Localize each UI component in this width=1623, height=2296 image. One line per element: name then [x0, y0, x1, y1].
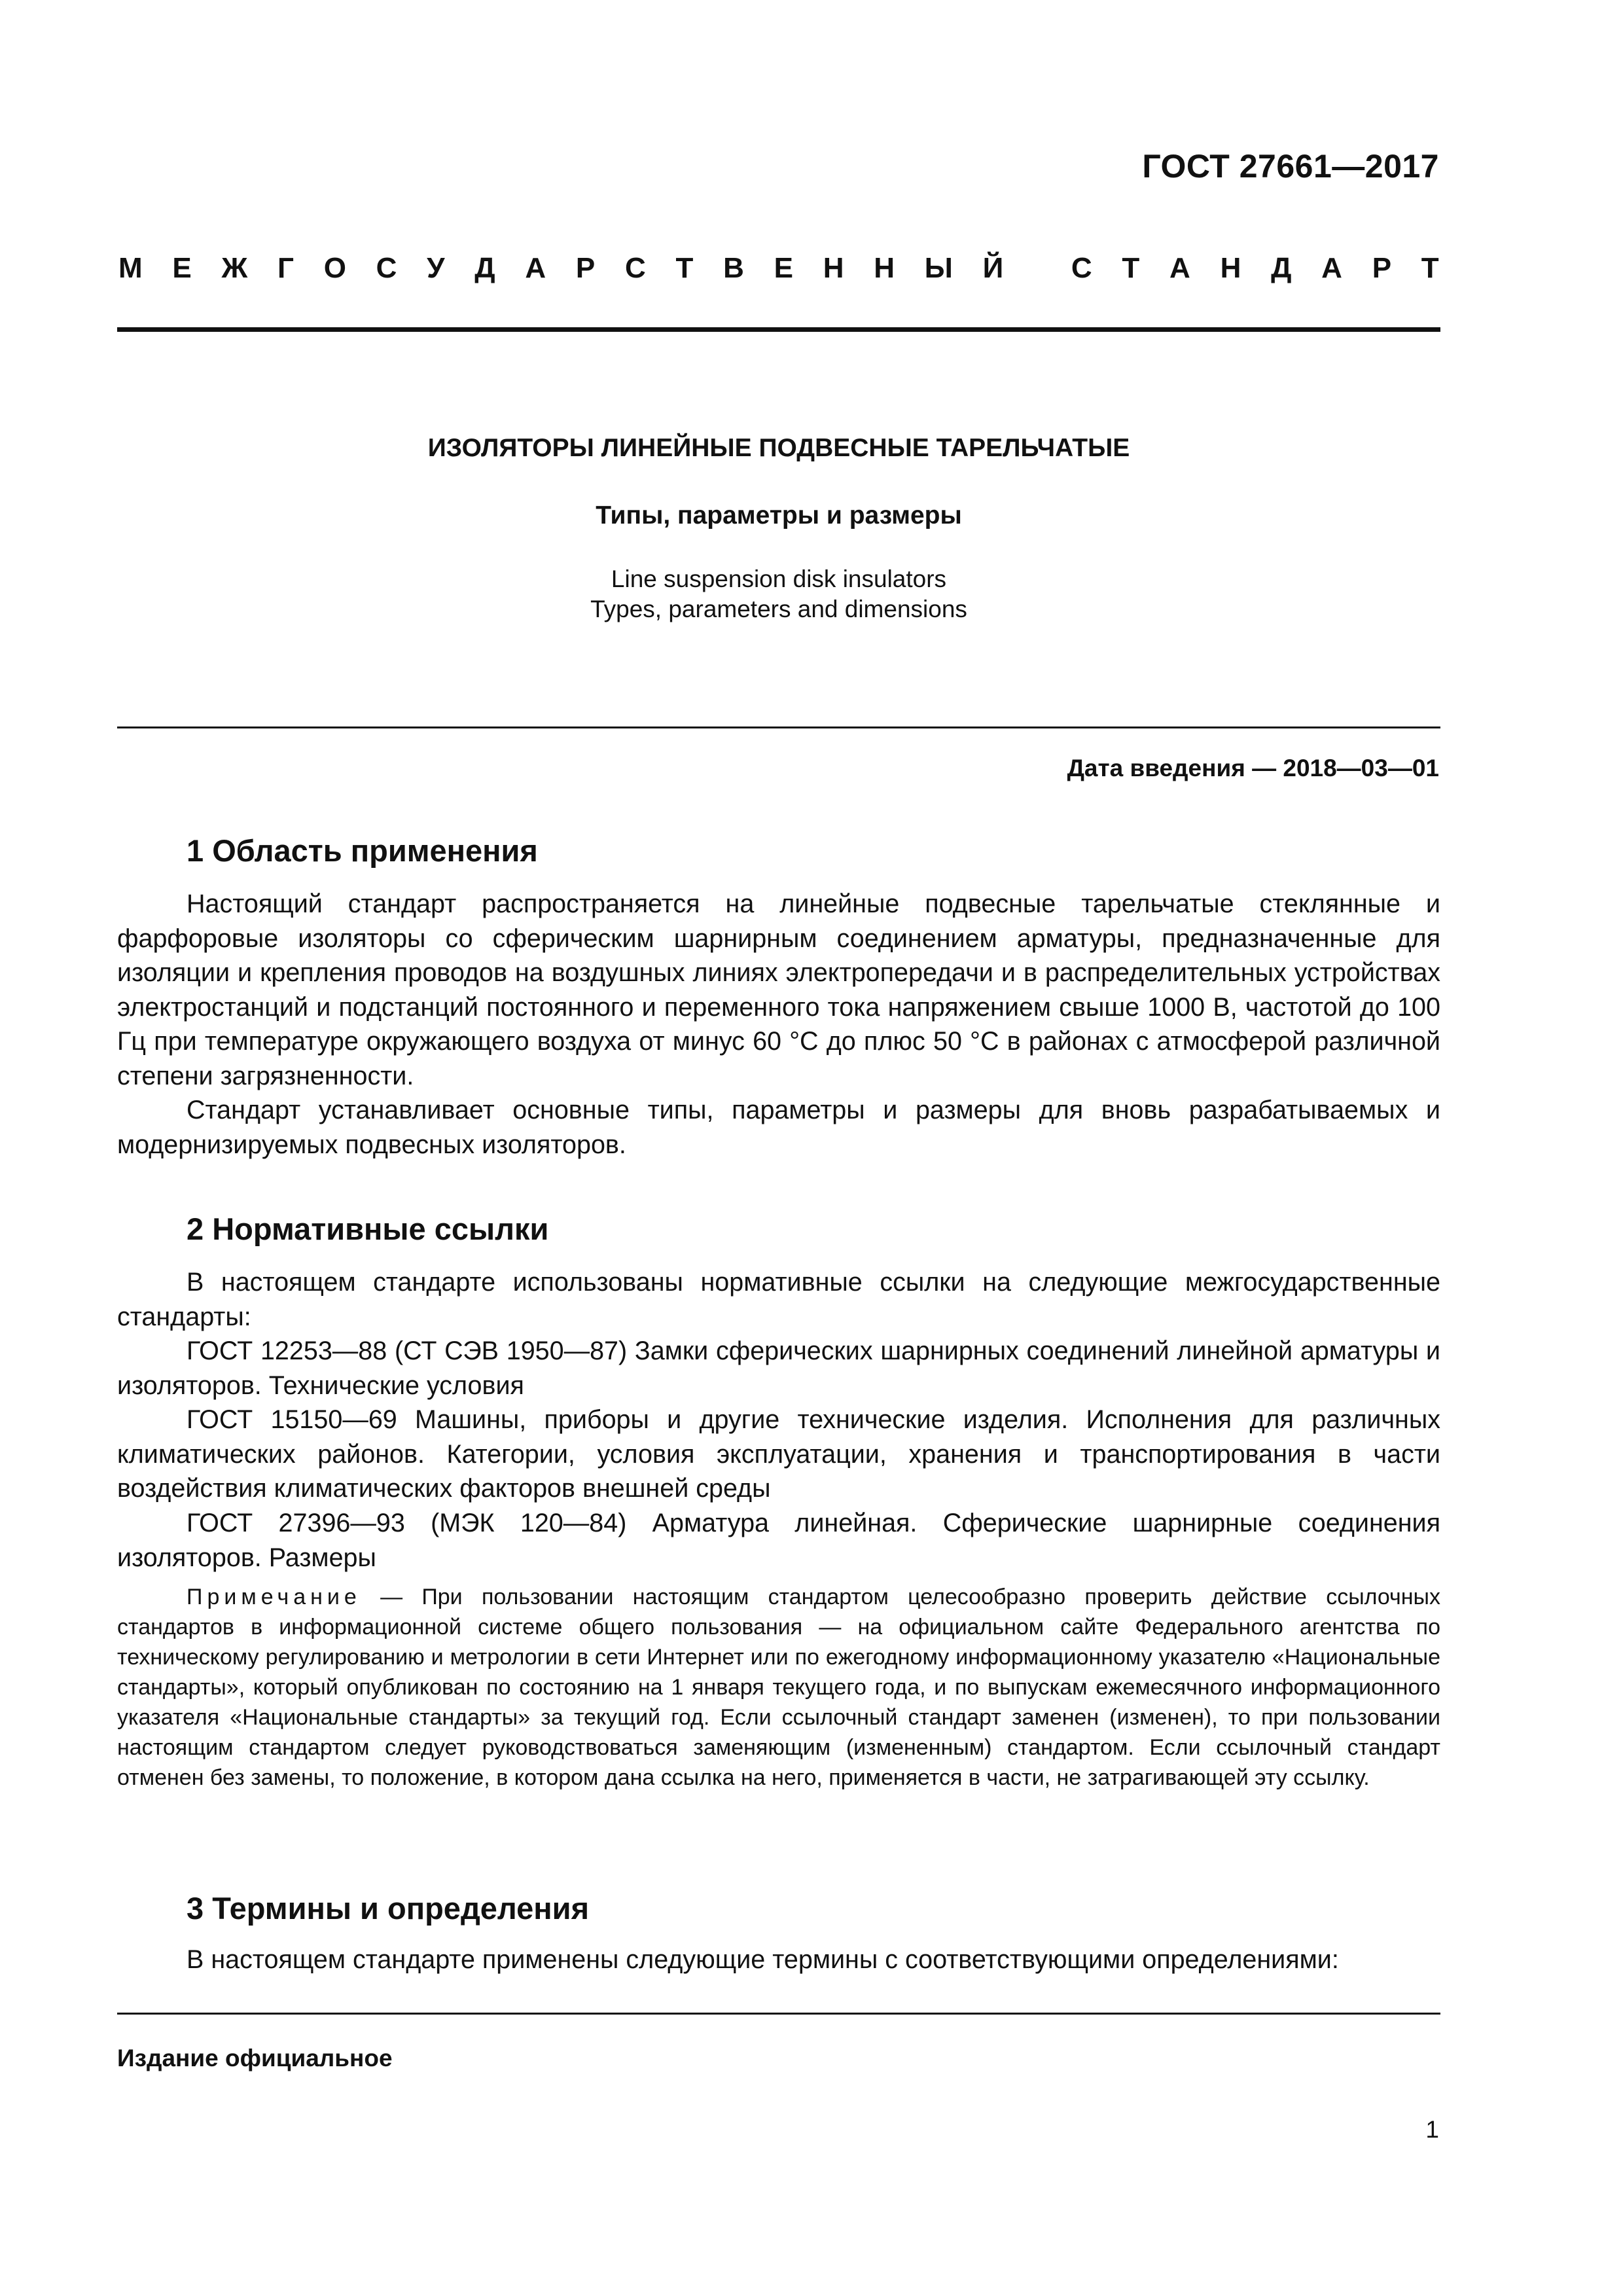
title-divider: [117, 726, 1440, 728]
document-title: ИЗОЛЯТОРЫ ЛИНЕЙНЫЕ ПОДВЕСНЫЕ ТАРЕЛЬЧАТЫЕ: [427, 434, 1130, 462]
heading-letter: Т: [1421, 252, 1439, 284]
heading-letter: Ж: [221, 252, 248, 284]
heading-letter: О: [323, 252, 346, 284]
heading-letter: Н: [823, 252, 844, 284]
heading-letter: Д: [1271, 252, 1292, 284]
reference-note: [117, 1582, 1440, 1793]
section-2-heading: 2 Нормативные ссылки: [187, 1211, 549, 1246]
heading-letter: С: [376, 252, 397, 284]
heading-letter: Т: [1122, 252, 1140, 284]
heading-letter: Е: [774, 252, 793, 284]
note-label: Примечание: [187, 1585, 361, 1609]
heading-letter: Н: [874, 252, 895, 284]
heading-letter: Й: [982, 252, 1004, 284]
section-1-heading: 1 Область применения: [187, 833, 538, 868]
heading-letter: В: [723, 252, 744, 284]
heading-letter: Р: [1372, 252, 1392, 284]
english-title: [0, 564, 1558, 624]
heading-gap: [1033, 252, 1041, 285]
interstate-standard-heading: [118, 252, 1439, 285]
reference-gost-27396: ГОСТ 27396—93 (МЭК 120—84) Арматура линейная. Сферические шарнирные соединения изоляторов. Размеры: [117, 1509, 1440, 1572]
section-3-paragraph: В настоящем стандарте применены следующие термины с соответствующими определениями:: [187, 1945, 1339, 1974]
heading-letter: Д: [474, 252, 495, 284]
heading-letter: Р: [575, 252, 596, 284]
heading-letter: Т: [675, 252, 694, 284]
document-subtitle: Типы, параметры и размеры: [596, 501, 962, 529]
heading-letter: С: [624, 252, 646, 284]
note-text: — При пользовании настоящим стандартом целесообразно проверить действие ссылочных стандартов в информационной системе общего пользования — на официальном сайте Федерального агентства по техническому регулированию и метрологии в сети Интернет или по ежегодному информационному указателю «Национальные стандарты», который опубликован по состоянию на 1 января текущего года, и по выпускам ежемесячного информационного указателя «Национальные стандарты» за текущий год. Если ссылочный стандарт заменен (изменен), то при пользовании настоящим стандартом следует руководствоваться заменяющим (измененным) стандартом. Если ссылочный стандарт отменен без замены, то положение, в котором дана ссылка на него, применяется в части, не затрагивающей эту ссылку.: [117, 1585, 1440, 1790]
reference-gost-12253: ГОСТ 12253—88 (СТ СЭВ 1950—87) Замки сферических шарнирных соединений линейной арматуры и изоляторов. Технические условия: [117, 1336, 1440, 1400]
gost-number: ГОСТ 27661—2017: [1142, 148, 1439, 185]
heading-letter: С: [1071, 252, 1092, 284]
english-title-line: Line suspension disk insulators: [611, 565, 947, 592]
page-number: 1: [1425, 2116, 1439, 2143]
footer-divider: [117, 2013, 1440, 2015]
heading-letter: Н: [1220, 252, 1241, 284]
heading-letter: Е: [172, 252, 192, 284]
section-3-heading: 3 Термины и определения: [187, 1891, 589, 1926]
introduction-date: Дата введения — 2018—03—01: [1067, 755, 1439, 781]
heading-letter: Ы: [924, 252, 953, 284]
heading-letter: А: [1321, 252, 1342, 284]
heading-letter: Г: [277, 252, 294, 284]
section-1-paragraph: Настоящий стандарт распространяется на линейные подвесные тарельчатые стеклянные и фарфоровые изоляторы со сферическим шарнирным соединением арматуры, предназначенные для изоляции и крепления проводов на воздушных линиях электропередачи и в распределительных устройствах электростанций и подстанций постоянного и переменного тока напряжением свыше 1000 В, частотой до 100 Гц при температуре окружающего воздуха от минус 60 °С до плюс 50 °С в районах с атмосферой различной степени загрязненности.: [117, 889, 1440, 1090]
heading-letter: А: [525, 252, 546, 284]
heading-letter: М: [118, 252, 143, 284]
section-2-paragraph: В настоящем стандарте использованы нормативные ссылки на следующие межгосударственные стандарты:: [117, 1268, 1440, 1331]
reference-gost-15150: ГОСТ 15150—69 Машины, приборы и другие технические изделия. Исполнения для различных климатических районов. Категории, условия эксплуатации, хранения и транспортирования в части воздействия климатических факторов внешней среды: [117, 1405, 1440, 1503]
header-divider: [117, 327, 1440, 332]
official-edition-label: Издание официальное: [117, 2045, 393, 2072]
section-1-paragraph: Стандарт устанавливает основные типы, параметры и размеры для вновь разрабатываемых и модернизируемых подвесных изоляторов.: [117, 1096, 1440, 1159]
heading-letter: У: [427, 252, 445, 284]
heading-letter: А: [1169, 252, 1190, 284]
english-title-line: Types, parameters and dimensions: [590, 596, 967, 622]
